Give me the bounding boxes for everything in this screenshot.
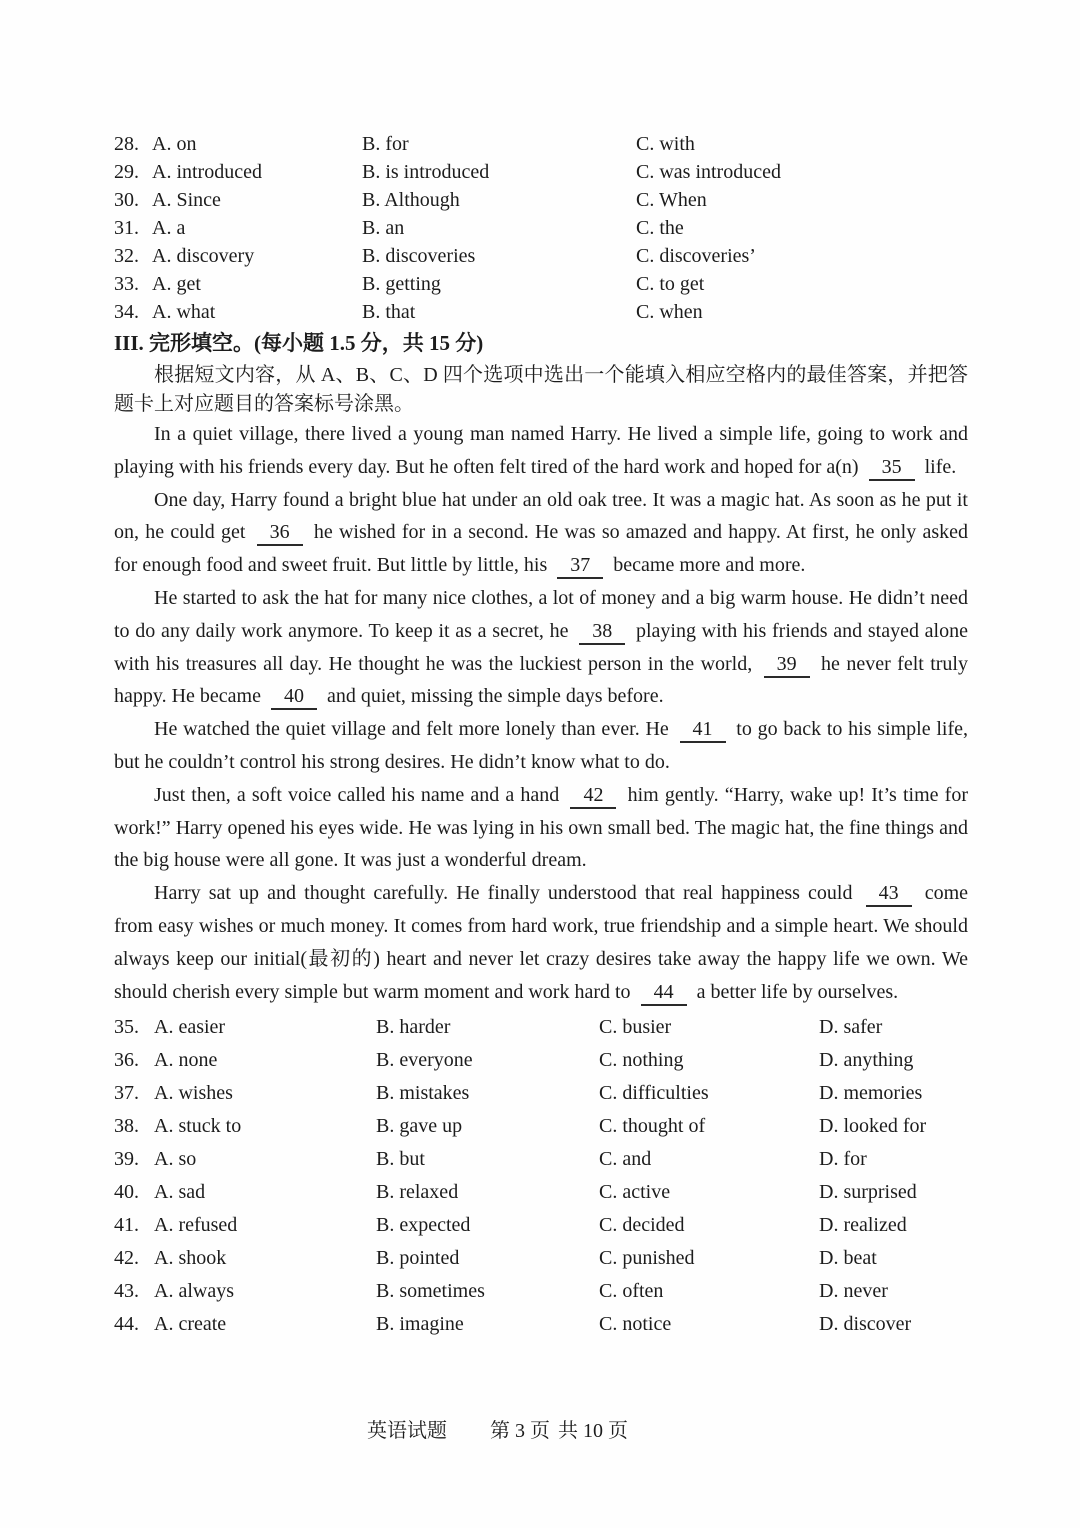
passage-text: he wished for in a second. He was so amazed and happy. At first, he only asked for enough food and sweet fruit. But little by little, his	[114, 521, 968, 577]
passage-text: a better life by ourselves.	[691, 980, 899, 1003]
question-row	[114, 1209, 968, 1242]
option-a: A. a	[152, 217, 186, 239]
option-row	[114, 242, 968, 270]
passage-text: He started to ask the hat for many nice clothes, a lot of money and a big warm house. He didn’t need to do any daily work anymore. To keep it as a secret, he	[114, 586, 968, 642]
option-row	[114, 298, 968, 326]
option-a: A. Since	[152, 189, 221, 211]
option-a: A. get	[152, 273, 201, 295]
option-row	[114, 130, 968, 158]
option-c: C. busier	[599, 1016, 672, 1039]
cloze-blank-43: 43	[866, 881, 912, 907]
question-number: 41.	[114, 1214, 139, 1237]
question-number: 34.	[114, 301, 139, 323]
question-number: 32.	[114, 245, 139, 267]
footer-doc-title: 英语试题	[367, 1420, 447, 1442]
option-a: A. what	[152, 301, 216, 323]
option-c: C. decided	[599, 1214, 685, 1237]
question-row	[114, 1077, 968, 1110]
option-row	[114, 158, 968, 186]
option-c: C. to get	[636, 273, 705, 295]
option-c: C. active	[599, 1181, 671, 1204]
passage-text: and quiet, missing the simple days before.	[321, 685, 664, 708]
option-d: D. beat	[819, 1247, 877, 1270]
passage	[114, 418, 968, 1008]
passage-text: he never felt truly happy. He became	[114, 652, 968, 708]
option-b: B. that	[362, 301, 416, 323]
option-b: B. expected	[376, 1214, 471, 1237]
cloze-blank-36: 36	[257, 520, 303, 546]
cloze-blank-40: 40	[271, 684, 317, 710]
question-number: 36.	[114, 1049, 139, 1072]
option-b: B. sometimes	[376, 1280, 485, 1303]
option-c: C. often	[599, 1280, 664, 1303]
question-row	[114, 1176, 968, 1209]
passage-text: to go back to his simple life, but he couldn’t control his strong desires. He didn’t know what to do.	[114, 718, 968, 773]
option-c: C. and	[599, 1148, 652, 1171]
passage-text: One day, Harry found a bright blue hat under an old oak tree. It was a magic hat. As soon as he put it on, he could get	[114, 488, 968, 544]
footer-total-pages: 共 10 页	[558, 1420, 628, 1442]
option-c: C. was introduced	[636, 161, 781, 183]
option-c: C. punished	[599, 1247, 695, 1270]
cloze-instructions: 根据短文内容，从 A、B、C、D 四个选项中选出一个能填入相应空格内的最佳答案，并把答题卡上对应题目的答案标号涂黑。	[114, 364, 968, 415]
option-c: C. difficulties	[599, 1082, 709, 1105]
question-row	[114, 1044, 968, 1077]
option-a: A. discovery	[152, 245, 255, 267]
passage-paragraph	[114, 418, 968, 484]
passage-paragraph	[114, 877, 968, 1008]
cloze-blank-44: 44	[641, 980, 687, 1006]
question-number: 28.	[114, 133, 139, 155]
option-a: A. none	[154, 1049, 218, 1072]
option-c: C. discoveries’	[636, 245, 756, 267]
passage-text: Just then, a soft voice called his name and a hand	[154, 783, 566, 806]
question-row	[114, 1011, 968, 1044]
top-options-grid	[114, 130, 968, 326]
page-footer	[0, 1416, 1080, 1446]
option-d: D. discover	[819, 1313, 912, 1336]
option-b: B. gave up	[376, 1115, 463, 1138]
question-number: 44.	[114, 1313, 139, 1336]
passage-paragraph	[114, 713, 968, 779]
question-number: 35.	[114, 1016, 139, 1039]
cloze-blank-37: 37	[557, 553, 603, 579]
option-a: A. so	[154, 1148, 197, 1171]
option-a: A. wishes	[154, 1082, 233, 1105]
option-d: D. never	[819, 1280, 888, 1303]
option-b: B. imagine	[376, 1313, 464, 1336]
question-number: 38.	[114, 1115, 139, 1138]
question-number: 29.	[114, 161, 139, 183]
option-a: A. shook	[154, 1247, 227, 1270]
cloze-blank-41: 41	[680, 717, 726, 743]
passage-paragraph	[114, 582, 968, 713]
question-row	[114, 1242, 968, 1275]
question-number: 30.	[114, 189, 139, 211]
footer-page-number: 第 3 页	[490, 1420, 550, 1442]
cloze-questions-grid	[114, 1011, 968, 1341]
option-row	[114, 214, 968, 242]
option-c: C. notice	[599, 1313, 672, 1336]
option-c: C. nothing	[599, 1049, 684, 1072]
option-a: A. on	[152, 133, 197, 155]
option-b: B. discoveries	[362, 245, 476, 267]
question-row	[114, 1143, 968, 1176]
option-d: D. anything	[819, 1049, 914, 1072]
question-number: 39.	[114, 1148, 139, 1171]
passage-text: come from easy wishes or much money. It comes from hard work, true friendship and a simple heart. We should always keep our initial(最初的) heart and never let crazy desires take away the happy life we own. We should cherish every simple but warm moment and work hard to	[114, 882, 969, 1003]
option-d: D. safer	[819, 1016, 883, 1039]
option-b: B. but	[376, 1148, 425, 1171]
question-row	[114, 1275, 968, 1308]
option-b: B. is introduced	[362, 161, 490, 183]
passage-paragraph	[114, 779, 968, 877]
option-a: A. create	[154, 1313, 227, 1336]
option-c: C. the	[636, 217, 684, 239]
option-a: A. refused	[154, 1214, 238, 1237]
cloze-blank-42: 42	[570, 783, 616, 809]
option-b: B. relaxed	[376, 1181, 459, 1204]
option-b: B. everyone	[376, 1049, 473, 1072]
question-number: 42.	[114, 1247, 139, 1270]
passage-text: life.	[919, 455, 957, 478]
option-c: C. thought of	[599, 1115, 706, 1138]
option-b: B. getting	[362, 273, 441, 295]
passage-text: became more and more.	[608, 554, 806, 577]
question-number: 43.	[114, 1280, 139, 1303]
cloze-blank-39: 39	[764, 652, 810, 678]
question-number: 37.	[114, 1082, 139, 1105]
option-b: B. an	[362, 217, 405, 239]
question-number: 40.	[114, 1181, 139, 1204]
option-c: C. when	[636, 301, 703, 323]
option-d: D. realized	[819, 1214, 907, 1237]
passage-text: He watched the quiet village and felt more lonely than ever. He	[154, 718, 675, 741]
cloze-section-heading: III. 完形填空。(每小题 1.5 分，共 15 分)	[114, 331, 484, 355]
question-row	[114, 1110, 968, 1143]
cloze-blank-35: 35	[869, 455, 915, 481]
question-row	[114, 1308, 968, 1341]
passage-text: playing with his friends and stayed alone with his treasures all day. He thought he was the luckiest person in the world,	[114, 619, 968, 675]
option-c: C. with	[636, 133, 695, 155]
option-a: A. easier	[154, 1016, 226, 1039]
option-d: D. memories	[819, 1082, 923, 1105]
option-a: A. sad	[154, 1181, 206, 1204]
option-c: C. When	[636, 189, 707, 211]
option-a: A. introduced	[152, 161, 262, 183]
passage-text: him gently. “Harry, wake up! It’s time for work!” Harry opened his eyes wide. He was lying in his own small bed. The magic hat, the fine things and the big house were all gone. It was just a wonderful dream.	[114, 783, 968, 872]
option-b: B. Although	[362, 189, 460, 211]
option-d: D. surprised	[819, 1181, 917, 1204]
option-a: A. stuck to	[154, 1115, 242, 1138]
passage-paragraph	[114, 484, 968, 582]
option-b: B. harder	[376, 1016, 451, 1039]
option-d: D. looked for	[819, 1115, 927, 1138]
option-row	[114, 270, 968, 298]
option-b: B. for	[362, 133, 409, 155]
page-content	[114, 130, 968, 1341]
passage-text: In a quiet village, there lived a young man named Harry. He lived a simple life, going to work and playing with his friends every day. But he often felt tired of the hard work and hoped for a(n)	[114, 423, 968, 478]
passage-text: Harry sat up and thought carefully. He finally understood that real happiness could	[154, 882, 861, 905]
option-b: B. mistakes	[376, 1082, 470, 1105]
option-d: D. for	[819, 1148, 867, 1171]
question-number: 33.	[114, 273, 139, 295]
option-b: B. pointed	[376, 1247, 460, 1270]
option-a: A. always	[154, 1280, 234, 1303]
option-row	[114, 186, 968, 214]
cloze-blank-38: 38	[579, 619, 625, 645]
question-number: 31.	[114, 217, 139, 239]
